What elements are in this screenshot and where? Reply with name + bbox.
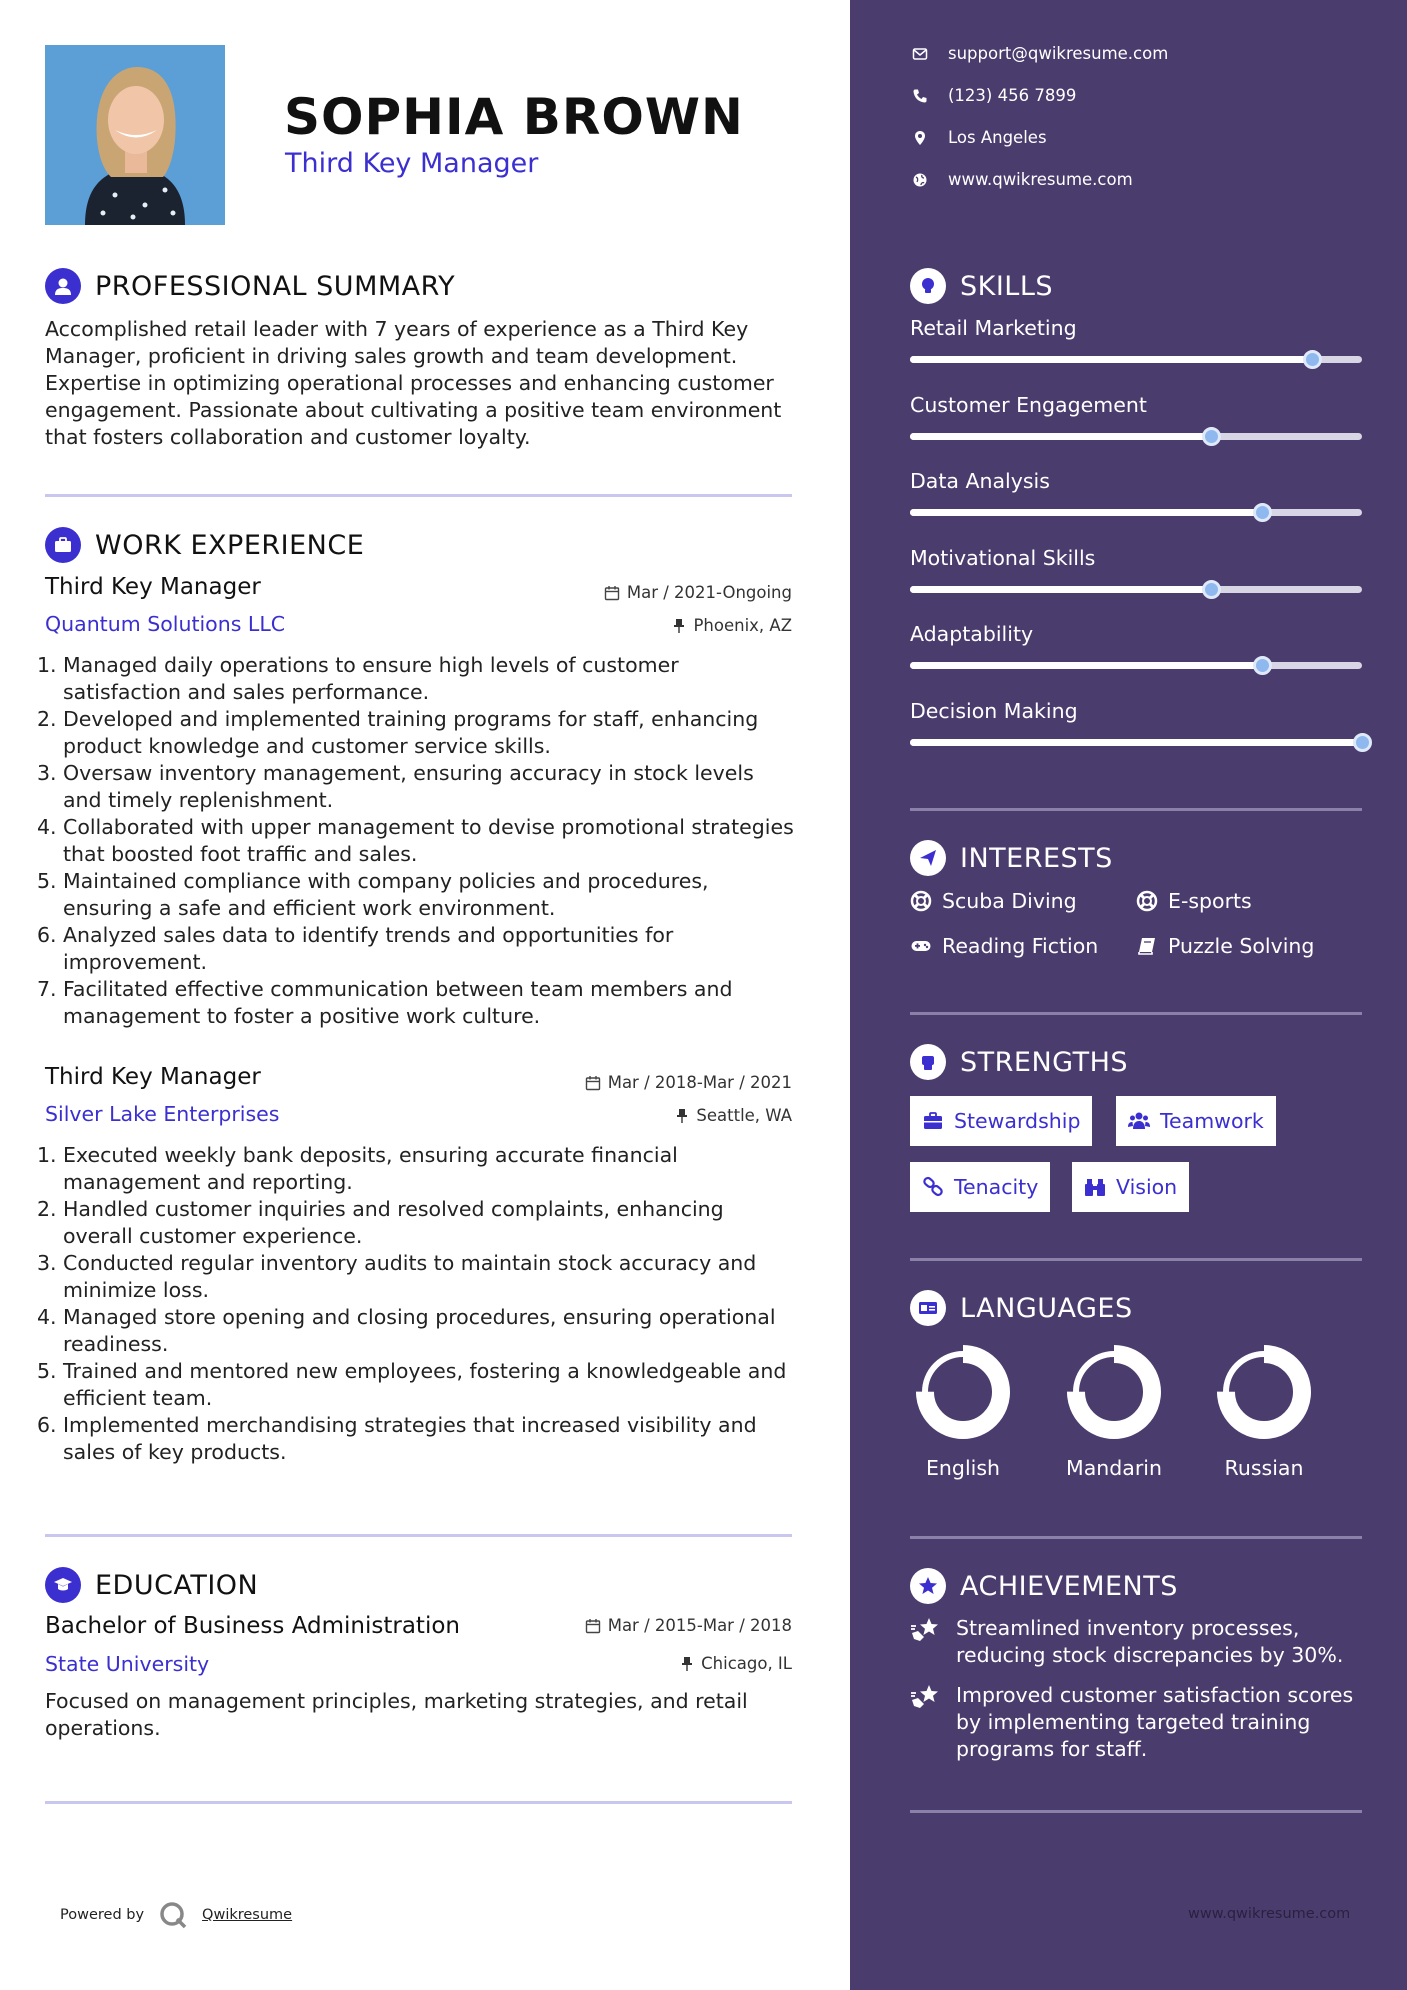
skill-bar-fill xyxy=(910,662,1262,669)
language-item xyxy=(903,1342,1023,1480)
education-location-text: Chicago, IL xyxy=(701,1654,792,1673)
link-icon xyxy=(922,1176,944,1198)
calendar-icon xyxy=(585,1618,601,1634)
map-marker-icon xyxy=(912,130,928,146)
language-item xyxy=(1204,1342,1324,1480)
pin-icon xyxy=(675,1108,689,1124)
skill-bar-fill xyxy=(910,356,1312,363)
achievement-text: Streamlined inventory processes, reducing stock discrepancies by 30%. xyxy=(956,1616,1344,1667)
skill-bar xyxy=(910,356,1362,363)
skill-bar xyxy=(910,739,1362,746)
contact-phone xyxy=(912,86,1076,105)
star-hand-icon xyxy=(910,1682,942,1714)
language-icon xyxy=(910,1290,946,1326)
skill-name: Decision Making xyxy=(910,698,1078,723)
list-item: 3. Oversaw inventory management, ensuring accuracy in stock levels and timely replenishment. xyxy=(37,761,754,812)
skill-bar xyxy=(910,586,1362,593)
fist-icon xyxy=(910,1044,946,1080)
website-text[interactable]: www.qwikresume.com xyxy=(948,170,1133,189)
education-text: Focused on management principles, marketing strategies, and retail operations. xyxy=(45,1689,748,1740)
interest-item xyxy=(910,889,1077,913)
brand-link[interactable]: Qwikresume xyxy=(202,1907,293,1923)
list-item: 5. Trained and mentored new employees, fostering a knowledgeable and efficient team. xyxy=(37,1359,787,1410)
degree-title: Bachelor of Business Administration xyxy=(45,1613,460,1639)
education-title: EDUCATION xyxy=(95,1569,259,1601)
skill-name: Data Analysis xyxy=(910,469,1050,493)
skill-item xyxy=(910,546,1362,593)
skill-level-knob xyxy=(1353,733,1372,752)
list-item: 4. Managed store opening and closing procedures, ensuring operational readiness. xyxy=(37,1305,776,1356)
envelope-icon xyxy=(912,46,928,62)
job-date xyxy=(604,583,792,602)
skill-name: Motivational Skills xyxy=(910,545,1096,570)
job-location xyxy=(672,616,792,635)
skills-title: SKILLS xyxy=(960,270,1054,302)
interest-item xyxy=(910,934,1098,958)
skill-bar-fill xyxy=(910,509,1262,516)
briefcase-icon xyxy=(922,1110,944,1132)
achievement-item xyxy=(910,1615,1370,1669)
strength-chip xyxy=(1072,1162,1189,1212)
list-item: 7. Facilitated effective communication between team members and management to foster a positive work culture. xyxy=(37,977,733,1028)
pin-icon xyxy=(672,618,686,634)
skill-bar xyxy=(910,433,1362,440)
strength-label: Tenacity xyxy=(954,1175,1039,1199)
interest-label: Reading Fiction xyxy=(942,934,1099,958)
achievement-item xyxy=(910,1682,1370,1763)
language-donut xyxy=(1064,1342,1164,1442)
skill-name: Retail Marketing xyxy=(910,316,1077,340)
section-divider xyxy=(910,1012,1362,1015)
interests-heading xyxy=(910,840,1113,876)
list-item: 5. Maintained compliance with company policies and procedures, ensuring a safe and efficient work environment. xyxy=(37,869,709,920)
list-item: 6. Analyzed sales data to identify trends and opportunities for improvement. xyxy=(37,923,674,974)
footer-url[interactable]: www.qwikresume.com xyxy=(1188,1906,1351,1922)
contact-email xyxy=(912,44,1168,63)
achievements-title: ACHIEVEMENTS xyxy=(960,1570,1178,1602)
life-ring-icon xyxy=(1136,890,1158,912)
interests-title: INTERESTS xyxy=(960,842,1113,874)
skill-name: Adaptability xyxy=(910,622,1034,646)
section-divider xyxy=(910,1536,1362,1539)
job-location-text: Phoenix, AZ xyxy=(693,616,792,635)
email-text[interactable]: support@qwikresume.com xyxy=(948,44,1169,63)
section-divider xyxy=(45,1801,792,1804)
language-donut xyxy=(1214,1342,1314,1442)
section-divider xyxy=(45,1534,792,1537)
candidate-role: Third Key Manager xyxy=(285,148,539,179)
skill-bar xyxy=(910,662,1362,669)
candidate-name: SOPHIA BROWN xyxy=(284,88,744,146)
paper-plane-icon xyxy=(910,840,946,876)
interest-label: E-sports xyxy=(1168,889,1252,913)
interest-item xyxy=(1136,889,1252,913)
globe-icon xyxy=(912,172,928,188)
job-location-text: Seattle, WA xyxy=(696,1106,792,1125)
job-date xyxy=(585,1073,792,1092)
list-item: 4. Collaborated with upper management to devise promotional strategies that boosted foot traffic and sales. xyxy=(37,815,794,866)
list-item: 2. Developed and implemented training programs for staff, enhancing product knowledge and customer service skills. xyxy=(37,707,759,758)
book-icon xyxy=(1136,935,1158,957)
language-name: Mandarin xyxy=(1066,1456,1162,1480)
life-ring-icon xyxy=(910,890,932,912)
achievements-heading xyxy=(910,1568,1178,1604)
interest-item xyxy=(1136,934,1314,958)
contact-website xyxy=(912,170,1133,189)
education-date-text: Mar / 2015-Mar / 2018 xyxy=(607,1616,792,1635)
skill-item xyxy=(910,622,1362,669)
language-name: English xyxy=(925,1456,1001,1480)
list-item: 2. Handled customer inquiries and resolved complaints, enhancing overall customer experience. xyxy=(37,1197,724,1248)
skill-item xyxy=(910,469,1362,516)
phone-icon xyxy=(912,88,928,104)
section-divider xyxy=(910,1258,1362,1261)
sidebar xyxy=(850,0,1407,1990)
summary-text: Accomplished retail leader with 7 years of experience as a Third Key Manager, proficient in driving sales growth and team development. Expertise in optimizing operational processes and enhancing customer engagement. Passionate about cultivating a positive team environment that fosters collaboration and customer loyalty. xyxy=(45,317,782,449)
strengths-title: STRENGTHS xyxy=(960,1046,1129,1078)
skill-level-knob xyxy=(1253,656,1272,675)
users-icon xyxy=(1128,1110,1150,1132)
education-location xyxy=(680,1654,792,1673)
strength-chip xyxy=(910,1096,1092,1146)
strengths-heading xyxy=(910,1044,1128,1080)
education-heading xyxy=(45,1567,258,1603)
job-responsibilities xyxy=(37,1142,797,1466)
skill-bar-fill xyxy=(910,739,1362,746)
job-date-text: Mar / 2018-Mar / 2021 xyxy=(607,1073,792,1092)
star-hand-icon xyxy=(910,1615,942,1647)
qwikresume-logo-icon xyxy=(158,1900,188,1930)
powered-by-label: Powered by xyxy=(60,1907,145,1923)
skill-bar xyxy=(910,509,1362,516)
gamepad-icon xyxy=(910,935,932,957)
languages-title: LANGUAGES xyxy=(960,1292,1133,1324)
school-name: State University xyxy=(45,1652,210,1676)
contact-location xyxy=(912,128,1047,147)
section-divider xyxy=(910,808,1362,811)
strength-chip xyxy=(1116,1096,1276,1146)
calendar-icon xyxy=(604,585,620,601)
strength-label: Vision xyxy=(1116,1175,1178,1199)
graduate-icon xyxy=(45,1567,81,1603)
profile-photo xyxy=(45,45,225,225)
summary-heading xyxy=(45,268,455,304)
company-name: Quantum Solutions LLC xyxy=(45,612,286,636)
achievement-text: Improved customer satisfaction scores by implementing targeted training programs for staff. xyxy=(956,1683,1354,1761)
phone-text: (123) 456 7899 xyxy=(948,86,1077,105)
skill-level-knob xyxy=(1202,427,1221,446)
skill-item xyxy=(910,316,1362,363)
section-divider xyxy=(910,1810,1362,1813)
briefcase-icon xyxy=(45,527,81,563)
job-title: Third Key Manager xyxy=(45,1064,261,1090)
job-responsibilities xyxy=(37,652,797,1030)
job-title: Third Key Manager xyxy=(45,574,261,600)
summary-title: PROFESSIONAL SUMMARY xyxy=(95,270,456,302)
skill-level-knob xyxy=(1202,580,1221,599)
skill-bar-fill xyxy=(910,433,1211,440)
language-donut xyxy=(913,1342,1013,1442)
binoculars-icon xyxy=(1084,1176,1106,1198)
company-name: Silver Lake Enterprises xyxy=(45,1102,280,1126)
languages-heading xyxy=(910,1290,1133,1326)
language-item xyxy=(1054,1342,1174,1480)
experience-title: WORK EXPERIENCE xyxy=(95,529,365,561)
skills-heading xyxy=(910,268,1053,304)
skill-level-knob xyxy=(1303,350,1322,369)
list-item: 3. Conducted regular inventory audits to maintain stock accuracy and minimize loss. xyxy=(37,1251,757,1302)
strength-label: Teamwork xyxy=(1160,1109,1264,1133)
experience-heading xyxy=(45,527,364,563)
list-item: 6. Implemented merchandising strategies that increased visibility and sales of key products. xyxy=(37,1413,757,1464)
calendar-icon xyxy=(585,1075,601,1091)
language-name: Russian xyxy=(1224,1456,1304,1480)
list-item: 1. Managed daily operations to ensure high levels of customer satisfaction and sales performance. xyxy=(37,653,679,704)
lightbulb-icon xyxy=(910,268,946,304)
powered-by xyxy=(60,1900,292,1930)
interest-label: Puzzle Solving xyxy=(1168,934,1315,958)
strength-chip xyxy=(910,1162,1050,1212)
pin-icon xyxy=(680,1656,694,1672)
skill-item xyxy=(910,699,1362,746)
star-badge-icon xyxy=(910,1568,946,1604)
skill-level-knob xyxy=(1253,503,1272,522)
strength-label: Stewardship xyxy=(954,1109,1081,1133)
skill-bar-fill xyxy=(910,586,1211,593)
job-date-text: Mar / 2021-Ongoing xyxy=(626,583,792,602)
list-item: 1. Executed weekly bank deposits, ensuring accurate financial management and reporting. xyxy=(37,1143,678,1194)
skill-name: Customer Engagement xyxy=(910,392,1147,417)
interest-label: Scuba Diving xyxy=(942,889,1077,913)
section-divider xyxy=(45,494,792,497)
skill-item xyxy=(910,393,1362,440)
location-text: Los Angeles xyxy=(948,128,1047,147)
education-date xyxy=(585,1616,792,1635)
job-location xyxy=(675,1106,792,1125)
user-circle-icon xyxy=(45,268,81,304)
